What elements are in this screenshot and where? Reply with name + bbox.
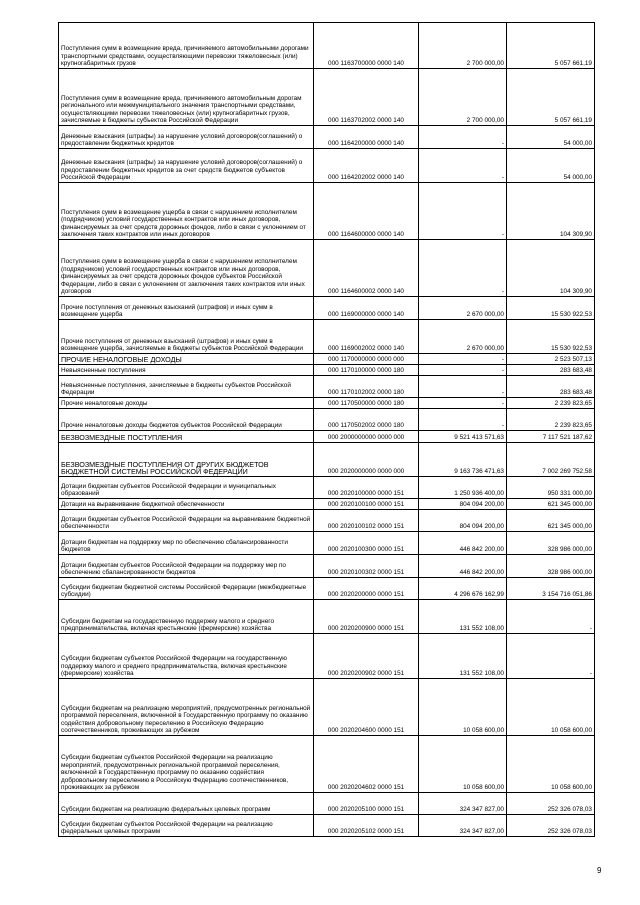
row-name: Субсидии бюджетам на реализацию федеральных целевых программ xyxy=(59,793,314,815)
row-fact-value: 104 309,90 xyxy=(507,183,595,240)
row-plan-value: 1 250 936 400,00 xyxy=(419,477,507,499)
row-name: БЕЗВОЗМЕЗДНЫЕ ПОСТУПЛЕНИЯ ОТ ДРУГИХ БЮДЖЕТОВ БЮДЖЕТНОЙ СИСТЕМЫ РОССИЙСКОЙ ФЕДЕРАЦИИ xyxy=(59,443,314,477)
row-plan-value: 131 552 108,00 xyxy=(419,600,507,634)
row-name: Прочие поступления от денежных взысканий (штрафов) и иных сумм в возмещение ущерба xyxy=(59,297,314,320)
table-row xyxy=(59,354,595,365)
row-code: 000 2020100100 0000 151 xyxy=(314,499,419,510)
row-fact-value: 54 000,00 xyxy=(507,126,595,149)
row-fact-value: - xyxy=(507,600,595,634)
row-code: 000 2020204602 0000 151 xyxy=(314,736,419,793)
row-plan-value: - xyxy=(419,183,507,240)
row-fact-value: 2 239 823,65 xyxy=(507,409,595,431)
row-plan-value: 10 058 600,00 xyxy=(419,736,507,793)
row-name: Субсидии бюджетам на реализацию мероприятий, предусмотренных региональной программой переселения, включенной в Государственную программу по оказанию содействия добровольному переселению в Российскую Федерацию соотечественников, проживающих за рубежом xyxy=(59,679,314,736)
row-fact-value: 104 309,90 xyxy=(507,240,595,297)
row-code: 000 2020204600 0000 151 xyxy=(314,679,419,736)
row-plan-value: 2 670 000,00 xyxy=(419,320,507,354)
row-name: Дотации бюджетам субъектов Российской Федерации и муниципальных образований xyxy=(59,477,314,499)
row-plan-value: 2 700 000,00 xyxy=(419,23,507,69)
row-code: 000 1163700000 0000 140 xyxy=(314,23,419,69)
row-name: Субсидии бюджетам на государственную поддержку малого и среднего предпринимательства, включая крестьянские (фермерские) хозяйства xyxy=(59,600,314,634)
table-row xyxy=(59,555,595,578)
row-code: 000 1164600000 0000 140 xyxy=(314,183,419,240)
table-row xyxy=(59,297,595,320)
row-code: 000 1164202002 0000 140 xyxy=(314,149,419,183)
row-fact-value: 2 523 507,13 xyxy=(507,354,595,365)
row-fact-value: 621 345 000,00 xyxy=(507,510,595,532)
row-name: Дотации бюджетам на поддержку мер по обеспечению сбалансированности бюджетов xyxy=(59,532,314,555)
table-row xyxy=(59,793,595,815)
row-fact-value: 2 239 823,65 xyxy=(507,398,595,409)
row-code: 000 1170100000 0000 180 xyxy=(314,365,419,376)
table-row xyxy=(59,240,595,297)
row-fact-value: 10 058 600,00 xyxy=(507,736,595,793)
row-code: 000 2020100300 0000 151 xyxy=(314,532,419,555)
row-plan-value: 446 842 200,00 xyxy=(419,532,507,555)
row-plan-value: 324 347 827,00 xyxy=(419,793,507,815)
row-plan-value: 2 670 000,00 xyxy=(419,297,507,320)
row-name: Дотации на выравнивание бюджетной обеспеченности xyxy=(59,499,314,510)
table-row xyxy=(59,578,595,600)
row-name: БЕЗВОЗМЕЗДНЫЕ ПОСТУПЛЕНИЯ xyxy=(59,431,314,443)
row-code: 000 2020200900 0000 151 xyxy=(314,600,419,634)
row-fact-value: 7 002 269 752,58 xyxy=(507,443,595,477)
row-code: 000 2020100302 0000 151 xyxy=(314,555,419,578)
row-plan-value: - xyxy=(419,398,507,409)
row-code: 000 1169002002 0000 140 xyxy=(314,320,419,354)
table-row xyxy=(59,69,595,126)
row-code: 000 1170000000 0000 000 xyxy=(314,354,419,365)
row-plan-value: 2 700 000,00 xyxy=(419,69,507,126)
row-code: 000 1170500000 0000 180 xyxy=(314,398,419,409)
row-plan-value: - xyxy=(419,409,507,431)
table-row xyxy=(59,409,595,431)
row-fact-value: 950 331 000,00 xyxy=(507,477,595,499)
row-name: Прочие неналоговые доходы xyxy=(59,398,314,409)
table-row xyxy=(59,499,595,510)
table-row xyxy=(59,477,595,499)
row-name: Субсидии бюджетам субъектов Российской Федерации на реализацию федеральных целевых программ xyxy=(59,815,314,837)
row-plan-value: - xyxy=(419,376,507,398)
row-fact-value: 283 683,48 xyxy=(507,376,595,398)
row-code: 000 2020205102 0000 151 xyxy=(314,815,419,837)
row-name: Поступления сумм в возмещение ущерба в связи с нарушением исполнителем (подрядчиком) условий государственных контрактов или иных договоров, финансируемых за счет средств дорожных фондов, либо в связи с уклонением от заключения таких контрактов или иных договоров xyxy=(59,183,314,240)
table-row xyxy=(59,532,595,555)
table-row xyxy=(59,431,595,443)
row-name: Прочие поступления от денежных взысканий (штрафов) и иных сумм в возмещение ущерба, зачисляемые в бюджеты субъектов Российской Федерации xyxy=(59,320,314,354)
row-code: 000 2020100000 0000 151 xyxy=(314,477,419,499)
row-plan-value: 804 094 200,00 xyxy=(419,510,507,532)
row-name: Денежные взыскания (штрафы) за нарушение условий договоров(соглашений) о предоставлении бюджетных кредитов xyxy=(59,126,314,149)
table-row xyxy=(59,365,595,376)
row-name: Денежные взыскания (штрафы) за нарушение условий договоров(соглашений) о предоставлении бюджетных кредитов за счет средств бюджетов субъектов Российской Федерации xyxy=(59,149,314,183)
row-name: Поступления сумм в возмещение вреда, причиняемого автомобильными дорогами транспортными средствами, осуществляющими перевозки тяжеловесных (или) крупногабаритных грузов xyxy=(59,23,314,69)
row-plan-value: - xyxy=(419,240,507,297)
row-fact-value: 54 000,00 xyxy=(507,149,595,183)
table-row xyxy=(59,679,595,736)
row-name: Дотации бюджетам субъектов Российской Федерации на выравнивание бюджетной обеспеченности xyxy=(59,510,314,532)
row-fact-value: 3 154 716 051,86 xyxy=(507,578,595,600)
row-name: Дотации бюджетам субъектов Российской Федерации на поддержку мер по обеспечению сбалансированности бюджетов xyxy=(59,555,314,578)
row-plan-value: 10 058 600,00 xyxy=(419,679,507,736)
table-row xyxy=(59,320,595,354)
row-fact-value: 283 683,48 xyxy=(507,365,595,376)
row-fact-value: 621 345 000,00 xyxy=(507,499,595,510)
row-plan-value: 9 163 736 471,63 xyxy=(419,443,507,477)
table-row xyxy=(59,815,595,837)
row-code: 000 2020000000 0000 000 xyxy=(314,443,419,477)
table-row xyxy=(59,126,595,149)
row-plan-value: - xyxy=(419,126,507,149)
row-name: Невыясненные поступления, зачисляемые в бюджеты субъектов Российской Федерации xyxy=(59,376,314,398)
row-code: 000 2020100102 0000 151 xyxy=(314,510,419,532)
row-plan-value: 9 521 413 571,63 xyxy=(419,431,507,443)
page-number: 9 xyxy=(597,866,602,875)
table-row xyxy=(59,398,595,409)
row-name: Невыясненные поступления xyxy=(59,365,314,376)
row-name: Субсидии бюджетам субъектов Российской Федерации на государственную поддержку малого и среднего предпринимательства, включая крестьянские (фермерские) хозяйства xyxy=(59,634,314,679)
row-name: Субсидии бюджетам бюджетной системы Российской Федерации (межбюджетные субсидии) xyxy=(59,578,314,600)
row-code: 000 2020205100 0000 151 xyxy=(314,793,419,815)
row-fact-value: - xyxy=(507,634,595,679)
row-name: Поступления сумм в возмещение вреда, причиняемого автомобильным дорогам регионального или межмуниципального значения транспортными средствами, осуществляющими перевозки тяжеловесных (или) крупногабаритных грузов, зачисляемые в бюджеты субъектов Российской Федерации xyxy=(59,69,314,126)
table-row xyxy=(59,634,595,679)
table-row xyxy=(59,600,595,634)
row-plan-value: - xyxy=(419,354,507,365)
row-name: Прочие неналоговые доходы бюджетов субъектов Российской Федерации xyxy=(59,409,314,431)
row-fact-value: 252 326 078,03 xyxy=(507,815,595,837)
row-fact-value: 328 986 000,00 xyxy=(507,532,595,555)
row-fact-value: 328 986 000,00 xyxy=(507,555,595,578)
row-plan-value: - xyxy=(419,149,507,183)
row-plan-value: 324 347 827,00 xyxy=(419,815,507,837)
row-name: ПРОЧИЕ НЕНАЛОГОВЫЕ ДОХОДЫ xyxy=(59,354,314,365)
table-row xyxy=(59,183,595,240)
row-code: 000 1163702002 0000 140 xyxy=(314,69,419,126)
row-fact-value: 15 530 922,53 xyxy=(507,320,595,354)
row-name: Субсидии бюджетам субъектов Российской Федерации на реализацию мероприятий, предусмотренных региональной программой переселения, включенной в Государственную программу по оказанию содействия добровольному переселению в Российскую Федерацию соотечественников, проживающих за рубежом xyxy=(59,736,314,793)
row-code: 000 1164200000 0000 140 xyxy=(314,126,419,149)
table-row xyxy=(59,23,595,69)
row-code: 000 2000000000 0000 000 xyxy=(314,431,419,443)
row-plan-value: - xyxy=(419,365,507,376)
row-fact-value: 252 326 078,03 xyxy=(507,793,595,815)
row-code: 000 1164600002 0000 140 xyxy=(314,240,419,297)
row-fact-value: 5 057 661,19 xyxy=(507,23,595,69)
row-fact-value: 5 057 661,19 xyxy=(507,69,595,126)
table-row xyxy=(59,443,595,477)
row-plan-value: 804 094 200,00 xyxy=(419,499,507,510)
table-row xyxy=(59,376,595,398)
row-fact-value: 10 058 600,00 xyxy=(507,679,595,736)
row-code: 000 2020200000 0000 151 xyxy=(314,578,419,600)
row-code: 000 1170102002 0000 180 xyxy=(314,376,419,398)
row-plan-value: 131 552 108,00 xyxy=(419,634,507,679)
table-row xyxy=(59,736,595,793)
row-plan-value: 4 296 676 162,99 xyxy=(419,578,507,600)
row-name: Поступления сумм в возмещение ущерба в связи с нарушением исполнителем (подрядчиком) условий государственных контрактов или иных договоров, финансируемых за счет средств дорожных фондов субъектов Российской Федерации, либо в связи с уклонением от заключения таких контрактов или иных договоров xyxy=(59,240,314,297)
row-fact-value: 15 530 922,53 xyxy=(507,297,595,320)
row-plan-value: 446 842 200,00 xyxy=(419,555,507,578)
row-code: 000 2020200902 0000 151 xyxy=(314,634,419,679)
table-row xyxy=(59,510,595,532)
budget-revenue-table xyxy=(58,22,595,837)
row-code: 000 1169000000 0000 140 xyxy=(314,297,419,320)
row-fact-value: 7 117 521 187,62 xyxy=(507,431,595,443)
row-code: 000 1170502002 0000 180 xyxy=(314,409,419,431)
table-row xyxy=(59,149,595,183)
